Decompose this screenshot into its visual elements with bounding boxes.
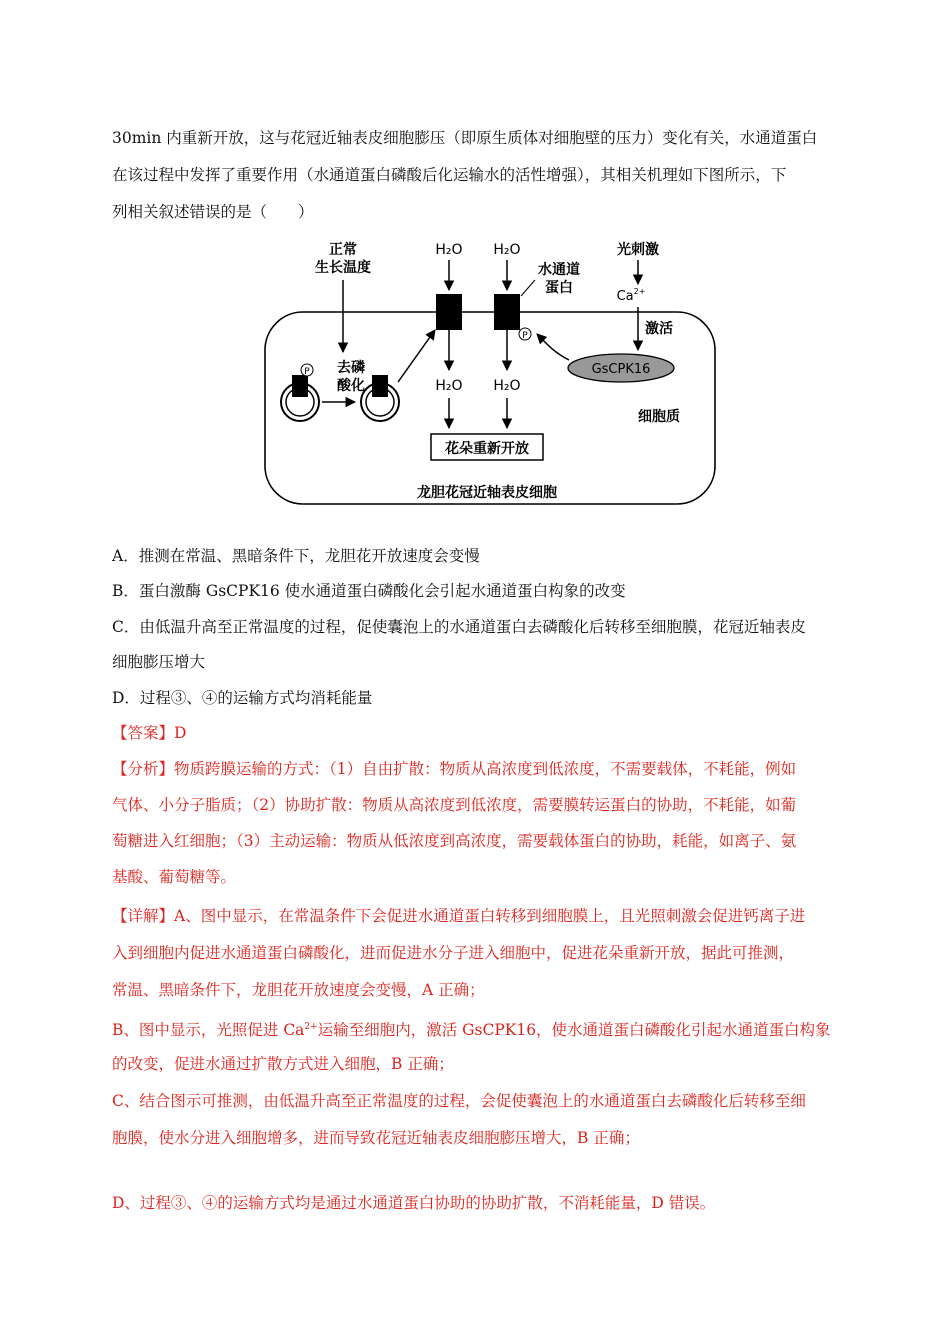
mechanism-diagram <box>255 232 725 522</box>
detail-d: D、过程③、④的运输方式均是通过水通道蛋白协助的协助扩散，不消耗能量，D 错误。 <box>112 1194 716 1212</box>
detail-c-line-1: C、结合图示可推测，由低温升高至正常温度的过程，会促使囊泡上的水通道蛋白去磷酸化后转移至细 <box>112 1092 806 1110</box>
svg-text:P: P <box>522 331 528 341</box>
label-activate: 激活 <box>645 321 673 337</box>
detail-a-line-3: 常温、黑暗条件下，龙胆花开放速度会变慢，A 正确； <box>112 981 485 999</box>
label-light: 光刺激 <box>617 242 659 258</box>
aquaporin-2 <box>494 294 520 330</box>
option-a: A．推测在常温、黑暗条件下，龙胆花开放速度会变慢 <box>112 547 480 565</box>
arrow-to-membrane <box>398 330 435 382</box>
label-dephos-2: 酸化 <box>337 378 365 394</box>
label-cell-name: 龙胆花冠近轴表皮细胞 <box>417 485 557 501</box>
calcium-ion: $Ca^{2+}$ <box>616 287 646 304</box>
label-dephos-1: 去磷 <box>337 360 365 376</box>
option-c-line-2: 细胞膨压增大 <box>112 653 206 671</box>
analysis-line-1: 【分析】物质跨膜运输的方式：（1）自由扩散：物质从高浓度到低浓度，不需要载体，不耗能，例如 <box>112 760 797 778</box>
detail-c-line-2: 胞膜，使水分进入细胞增多，进而导致花冠近轴表皮细胞膨压增大，B 正确； <box>112 1129 640 1147</box>
result-label: 花朵重新开放 <box>445 441 529 457</box>
detail-a-line-1: 【详解】A、图中显示，在常温条件下会促进水通道蛋白转移到细胞膜上，且光照刺激会促进钙离子进 <box>112 907 806 925</box>
aquaporin-1 <box>436 294 462 330</box>
detail-a-line-2: 入到细胞内促进水通道蛋白磷酸化，进而促进水分子进入细胞中，促进花朵重新开放，据此可推测， <box>112 944 795 962</box>
h2o-inside-1: H₂O <box>435 378 463 394</box>
h2o-inside-2: H₂O <box>493 378 521 394</box>
vesicle-dephosphorylated <box>361 375 399 421</box>
detail-b-line-1: B、图中显示，光照促进 $Ca^{2+}$运输至细胞内，激活 GsCPK16，使水通道蛋白磷酸化引起水通道蛋白构象 <box>112 1021 831 1040</box>
option-b: B．蛋白激酶 GsCPK16 使水通道蛋白磷酸化会引起水通道蛋白构象的改变 <box>112 582 626 600</box>
svg-text:P: P <box>304 367 310 377</box>
option-d: D．过程③、④的运输方式均消耗能量 <box>112 689 373 707</box>
cell-outline <box>265 312 715 504</box>
label-normal-temp-2: 生长温度 <box>315 260 371 276</box>
arrow-kinase <box>537 334 569 360</box>
label-aquaporin-2: 蛋白 <box>545 280 573 296</box>
analysis-line-2: 气体、小分子脂质；（2）协助扩散：物质从高浓度到低浓度，需要膜转运蛋白的协助，不耗能，如葡 <box>112 796 797 814</box>
question-stem-line-3: 列相关叙述错误的是（ ） <box>112 203 314 221</box>
question-stem-line-2: 在该过程中发挥了重要作用（水通道蛋白磷酸后化运输水的活性增强），其相关机理如下图所示，下 <box>112 166 787 184</box>
detail-b-line-2: 的改变，促进水通过扩散方式进入细胞，B 正确； <box>112 1055 454 1073</box>
kinase-label: GsCPK16 <box>591 362 651 377</box>
option-c-line-1: C．由低温升高至正常温度的过程，促使囊泡上的水通道蛋白去磷酸化后转移至细胞膜，花冠近轴表皮 <box>112 618 806 636</box>
h2o-top-1: H₂O <box>435 242 463 258</box>
vesicle-phosphorylated <box>281 364 319 421</box>
label-cytoplasm: 细胞质 <box>638 409 680 425</box>
analysis-line-4: 基酸、葡萄糖等。 <box>112 868 237 886</box>
answer: 【答案】D <box>112 724 187 742</box>
label-normal-temp-1: 正常 <box>329 242 357 258</box>
analysis-line-3: 萄糖进入红细胞；（3）主动运输：物质从低浓度到高浓度，需要载体蛋白的协助，耗能，如离子、氨 <box>112 832 797 850</box>
label-aquaporin-1: 水通道 <box>538 262 580 278</box>
question-stem-line-1: 30min 内重新开放，这与花冠近轴表皮细胞膨压（即原生质体对细胞壁的压力）变化有关，水通道蛋白 <box>112 129 818 147</box>
h2o-top-2: H₂O <box>493 242 521 258</box>
